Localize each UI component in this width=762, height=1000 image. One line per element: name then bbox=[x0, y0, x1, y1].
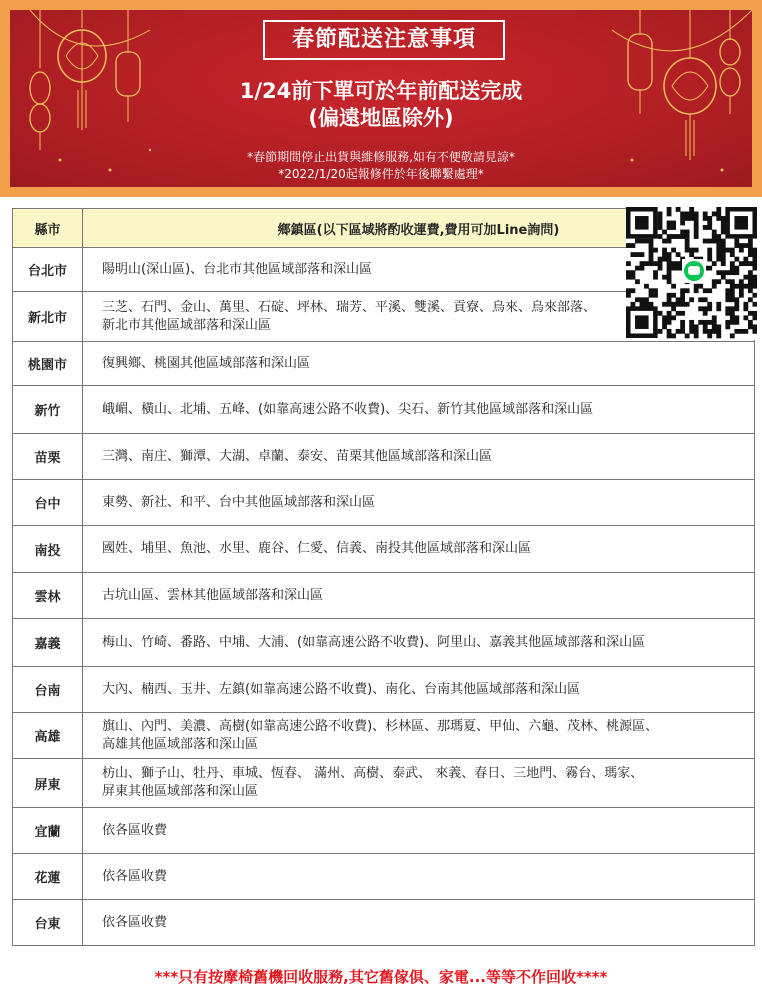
banner-exception: (偏遠地區除外) bbox=[308, 106, 454, 130]
header-city: 縣市 bbox=[13, 209, 83, 248]
row-city: 台中 bbox=[13, 480, 83, 526]
row-city: 台北市 bbox=[13, 248, 83, 292]
row-areas: 國姓、埔里、魚池、水里、鹿谷、仁愛、信義、南投其他區域部落和深山區 bbox=[83, 526, 755, 573]
row-city: 南投 bbox=[13, 526, 83, 573]
row-city: 苗栗 bbox=[13, 434, 83, 480]
row-areas: 依各區收費 bbox=[83, 808, 755, 854]
table-row bbox=[13, 480, 755, 526]
row-areas: 復興鄉、桃園其他區域部落和深山區 bbox=[83, 342, 755, 386]
table-row bbox=[13, 808, 755, 854]
table-row bbox=[13, 713, 755, 759]
table-row bbox=[13, 854, 755, 900]
table-row bbox=[13, 759, 755, 808]
header-areas: 鄉鎮區(以下區域將酌收運費,費用可加Line詢問) bbox=[83, 209, 755, 248]
row-city: 新北市 bbox=[13, 292, 83, 342]
table-row bbox=[13, 619, 755, 667]
row-areas: 古坑山區、雲林其他區域部落和深山區 bbox=[83, 573, 755, 619]
row-areas: 峨嵋、橫山、北埔、五峰、(如靠高速公路不收費)、尖石、新竹其他區域部落和深山區 bbox=[83, 386, 755, 434]
row-areas: 枋山、獅子山、牡丹、車城、恆春、 滿州、高樹、泰武、 來義、春日、三地門、霧台、瑪家、 屏東其他區域部落和深山區 bbox=[83, 759, 755, 808]
row-city: 花蓮 bbox=[13, 854, 83, 900]
row-areas: 三灣、南庄、獅潭、大湖、卓蘭、泰安、苗栗其他區域部落和深山區 bbox=[83, 434, 755, 480]
line-qr-code-icon bbox=[626, 207, 757, 340]
banner-note-repair: *2022/1/20起報修件於年後聯繫處理* bbox=[278, 167, 484, 181]
row-city: 宜蘭 bbox=[13, 808, 83, 854]
banner-title: 春節配送注意事項 bbox=[263, 20, 505, 60]
row-city: 台東 bbox=[13, 900, 83, 946]
row-city: 台南 bbox=[13, 667, 83, 713]
table-row bbox=[13, 900, 755, 946]
row-areas: 陽明山(深山區)、台北市其他區域部落和深山區 bbox=[83, 248, 755, 292]
row-city: 桃園市 bbox=[13, 342, 83, 386]
row-areas: 旗山、內門、美濃、高樹(如靠高速公路不收費)、杉林區、那瑪夏、甲仙、六龜、茂林、桃源區、 高雄其他區域部落和深山區 bbox=[83, 713, 755, 759]
table-row bbox=[13, 526, 755, 573]
banner-deadline: 1/24前下單可於年前配送完成 bbox=[239, 79, 523, 103]
table-row bbox=[13, 573, 755, 619]
row-city: 雲林 bbox=[13, 573, 83, 619]
holiday-banner bbox=[0, 0, 762, 197]
table-row bbox=[13, 434, 755, 480]
row-areas: 依各區收費 bbox=[83, 900, 755, 946]
table-row bbox=[13, 667, 755, 713]
recycle-notice: ***只有按摩椅舊機回收服務,其它舊傢俱、家電...等等不作回收**** bbox=[154, 968, 608, 986]
row-city: 新竹 bbox=[13, 386, 83, 434]
row-city: 高雄 bbox=[13, 713, 83, 759]
row-areas: 梅山、竹崎、番路、中埔、大浦、(如靠高速公路不收費)、阿里山、嘉義其他區域部落和深山區 bbox=[83, 619, 755, 667]
table-row bbox=[13, 386, 755, 434]
row-areas: 依各區收費 bbox=[83, 854, 755, 900]
row-city: 嘉義 bbox=[13, 619, 83, 667]
row-areas: 東勢、新社、和平、台中其他區域部落和深山區 bbox=[83, 480, 755, 526]
row-areas: 三芝、石門、金山、萬里、石碇、坪林、瑞芳、平溪、雙溪、貢寮、烏來、烏來部落、 新北市其他區域部落和深山區 bbox=[83, 292, 755, 342]
table-row bbox=[13, 342, 755, 386]
banner-note-service: *春節期間停止出貨與維修服務,如有不便敬請見諒* bbox=[247, 150, 515, 164]
row-areas: 大內、楠西、玉井、左鎮(如靠高速公路不收費)、南化、台南其他區域部落和深山區 bbox=[83, 667, 755, 713]
banner-panel bbox=[10, 10, 752, 187]
row-city: 屏東 bbox=[13, 759, 83, 808]
